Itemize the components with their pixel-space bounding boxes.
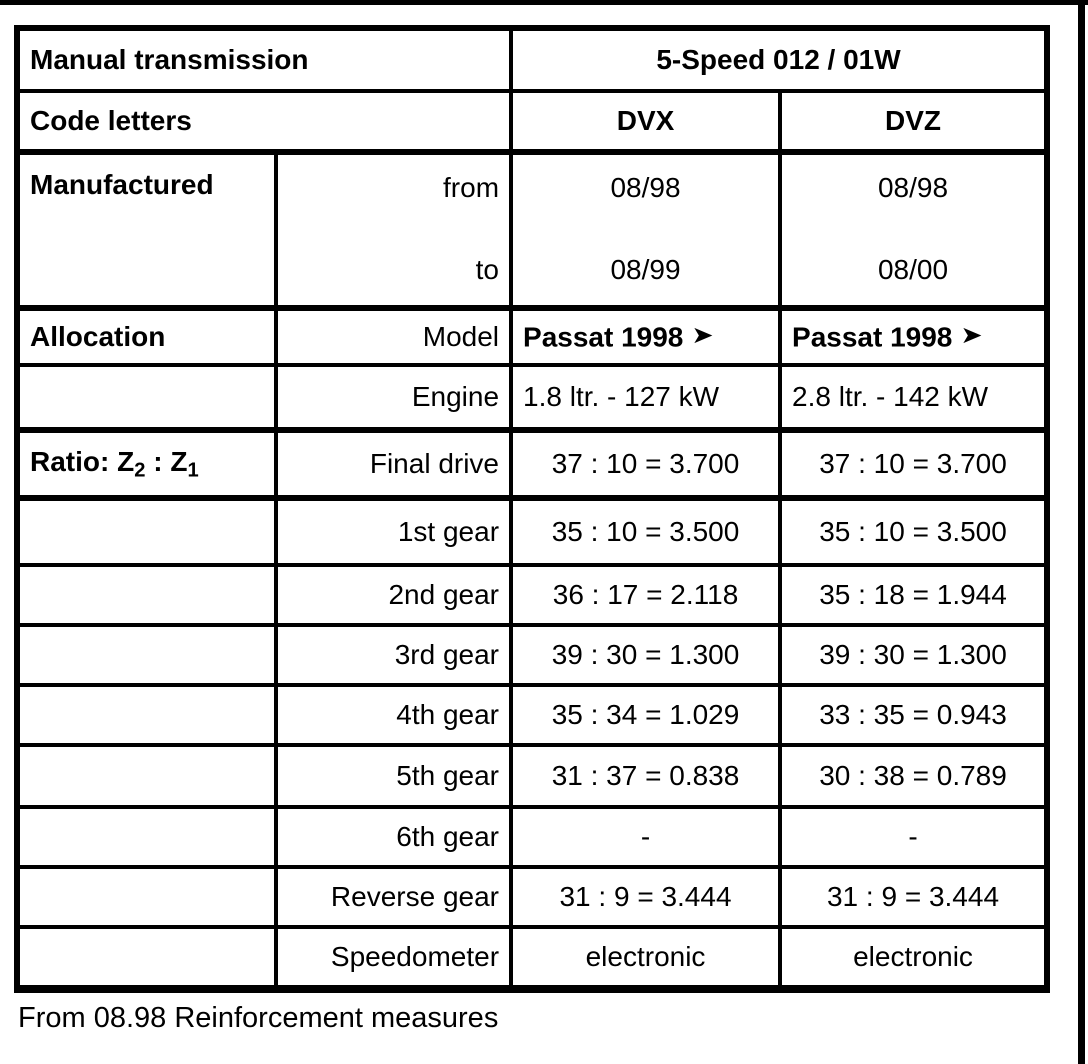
gear-2-row xyxy=(17,565,1047,625)
reverse-gear-dvz-cell: 31 : 9 = 3.444 xyxy=(780,867,1047,927)
gear-4-dvx-cell: 35 : 34 = 1.029 xyxy=(511,685,780,745)
engine-row xyxy=(17,365,1047,430)
model-dvx-text: Passat 1998 xyxy=(523,321,684,353)
gear-5-dvz-cell: 30 : 38 = 0.789 xyxy=(780,745,1047,807)
section-label-cell xyxy=(17,685,276,745)
engine-key-cell: Engine xyxy=(276,365,511,430)
code-letters-label-cell: Code letters xyxy=(17,91,511,152)
dvz-from-date: 08/98 xyxy=(877,172,949,203)
gear-2-dvz-cell: 35 : 18 = 1.944 xyxy=(780,565,1047,625)
header-row xyxy=(17,28,1047,91)
to-label: to xyxy=(475,254,500,285)
manufactured-row xyxy=(17,152,1047,308)
gear-6-row xyxy=(17,807,1047,867)
gear-2-key-cell: 2nd gear xyxy=(276,565,511,625)
manufactured-dvx-dates-cell xyxy=(511,152,780,308)
code-dvx-cell: DVX xyxy=(511,91,780,152)
gear-5-row xyxy=(17,745,1047,807)
allocation-label-cell: Allocation xyxy=(17,308,276,365)
manufactured-period-keys-cell xyxy=(276,152,511,308)
gear-5-dvx-cell: 31 : 37 = 0.838 xyxy=(511,745,780,807)
speedometer-dvx-cell: electronic xyxy=(511,927,780,989)
code-dvz-cell: DVZ xyxy=(780,91,1047,152)
model-key-cell: Model xyxy=(276,308,511,365)
gear-6-key-cell: 6th gear xyxy=(276,807,511,867)
final-drive-key-cell: Final drive xyxy=(276,430,511,498)
section-label-cell xyxy=(17,365,276,430)
transmission-spec-table xyxy=(14,25,1050,993)
gear-3-row xyxy=(17,625,1047,685)
gear-3-dvx-cell: 39 : 30 = 1.300 xyxy=(511,625,780,685)
gear-4-dvz-cell: 33 : 35 = 0.943 xyxy=(780,685,1047,745)
engine-dvz-cell: 2.8 ltr. - 142 kW xyxy=(780,365,1047,430)
transmission-type-cell: 5-Speed 012 / 01W xyxy=(511,28,1047,91)
allocation-model-row xyxy=(17,308,1047,365)
final-drive-row xyxy=(17,430,1047,498)
ratio-label-part: : Z xyxy=(145,445,188,477)
section-label-cell xyxy=(17,625,276,685)
ratio-label xyxy=(30,445,199,482)
gear-1-dvx-cell: 35 : 10 = 3.500 xyxy=(511,498,780,565)
section-label-cell xyxy=(17,807,276,867)
section-label-cell xyxy=(17,927,276,989)
reverse-gear-key-cell: Reverse gear xyxy=(276,867,511,927)
onwards-arrow-icon: ➤ xyxy=(960,321,983,349)
gear-3-dvz-cell: 39 : 30 = 1.300 xyxy=(780,625,1047,685)
gear-3-key-cell: 3rd gear xyxy=(276,625,511,685)
gear-2-dvx-cell: 36 : 17 = 2.118 xyxy=(511,565,780,625)
speedometer-dvz-cell: electronic xyxy=(780,927,1047,989)
gear-1-key-cell: 1st gear xyxy=(276,498,511,565)
engine-dvx-cell: 1.8 ltr. - 127 kW xyxy=(511,365,780,430)
page-edge-right-line xyxy=(1078,0,1085,1064)
model-dvz-cell xyxy=(780,308,1047,365)
code-letters-row xyxy=(17,91,1047,152)
section-label-cell xyxy=(17,565,276,625)
ratio-subscript: 2 xyxy=(134,459,146,482)
gear-5-key-cell: 5th gear xyxy=(276,745,511,807)
dvx-to-date: 08/99 xyxy=(610,254,681,285)
gear-6-dvx-cell: - xyxy=(511,807,780,867)
dvx-from-date: 08/98 xyxy=(610,172,681,203)
ratio-subscript: 1 xyxy=(187,459,199,482)
gear-6-dvz-cell: - xyxy=(780,807,1047,867)
manufactured-dvz-dates-cell xyxy=(780,152,1047,308)
final-drive-dvx-cell: 37 : 10 = 3.700 xyxy=(511,430,780,498)
ratio-label-cell xyxy=(17,430,276,498)
gear-1-dvz-cell: 35 : 10 = 3.500 xyxy=(780,498,1047,565)
speedometer-row xyxy=(17,927,1047,989)
ratio-label-part: Ratio: Z xyxy=(30,445,135,477)
manufactured-label-cell: Manufactured xyxy=(17,152,276,308)
model-dvx-cell xyxy=(511,308,780,365)
section-label-cell xyxy=(17,498,276,565)
onwards-arrow-icon: ➤ xyxy=(691,321,714,349)
section-label-cell xyxy=(17,745,276,807)
gear-4-key-cell: 4th gear xyxy=(276,685,511,745)
section-label-cell xyxy=(17,867,276,927)
dvz-to-date: 08/00 xyxy=(877,254,949,285)
gear-1-row xyxy=(17,498,1047,565)
speedometer-key-cell: Speedometer xyxy=(276,927,511,989)
reverse-gear-dvx-cell: 31 : 9 = 3.444 xyxy=(511,867,780,927)
manual-transmission-label-cell: Manual transmission xyxy=(17,28,511,91)
model-dvz-text: Passat 1998 xyxy=(792,321,953,353)
gear-4-row xyxy=(17,685,1047,745)
page-edge-top-line xyxy=(0,0,1088,5)
final-drive-dvz-cell: 37 : 10 = 3.700 xyxy=(780,430,1047,498)
footnote: From 08.98 Reinforcement measures xyxy=(18,1002,499,1034)
reverse-gear-row xyxy=(17,867,1047,927)
from-label: from xyxy=(443,172,500,203)
